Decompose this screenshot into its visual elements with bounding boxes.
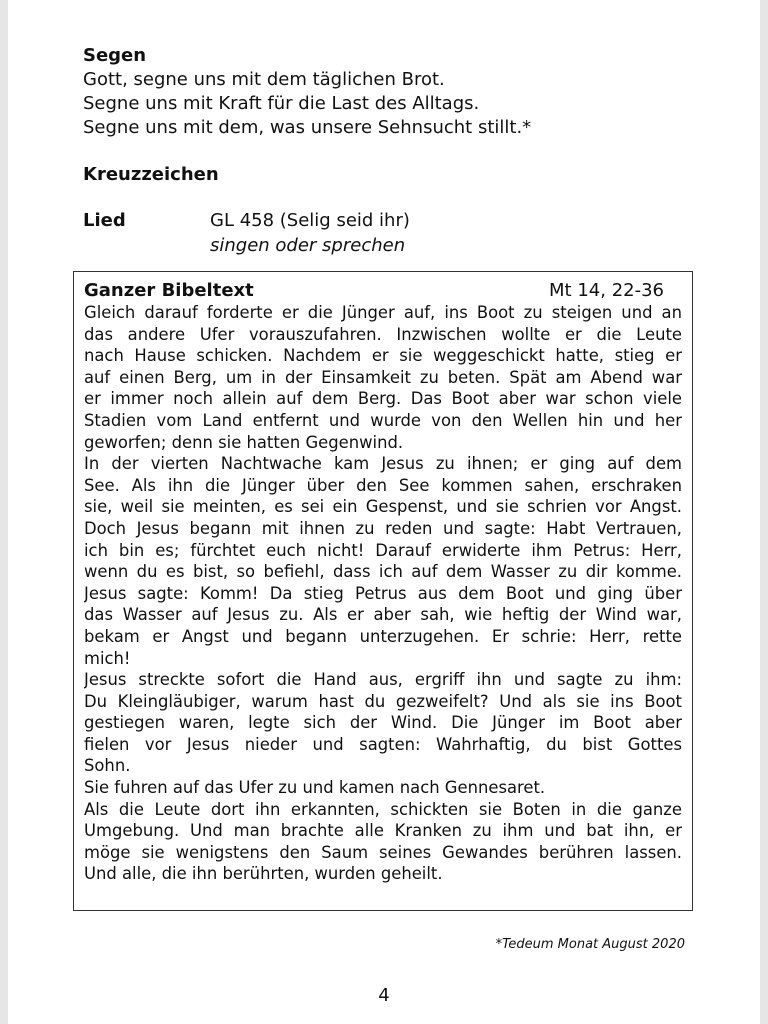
bibeltext-line: das andere Ufer vorauszufahren. Inzwischen wollte er die Leute (84, 324, 682, 344)
segen-section (83, 44, 531, 140)
bibeltext-line: ich bin es; fürchtet euch nicht! Darauf erwiderte ihm Petrus: Herr, (84, 540, 682, 560)
bibeltext-line: Sohn. (84, 756, 131, 776)
footnote: *Tedeum Monat August 2020 (495, 937, 685, 952)
bibeltext-line: Du Kleingläubiger, warum hast du gezweifelt? Und als sie ins Boot (84, 691, 682, 711)
bibeltext-line: mich! (84, 648, 131, 668)
bibeltext-line: Jesus streckte sofort die Hand aus, ergriff ihn und sagte zu ihm: (84, 670, 682, 690)
bibeltext-title: Ganzer Bibeltext (84, 280, 254, 301)
bibeltext-line: Stadien vom Land entfernt und wurde von den Wellen hin und her (84, 410, 682, 430)
bibeltext-line: See. Als ihn die Jünger über den See kommen sahen, erschraken (84, 475, 682, 495)
bibeltext-line: das Wasser auf Jesus zu. Als er aber sah, wie heftig der Wind war, (84, 605, 682, 625)
bibeltext-line: er immer noch allein auf dem Berg. Das Boot aber war schon viele (84, 389, 682, 409)
document-page (8, 0, 760, 1024)
segen-line: Segne uns mit Kraft für die Last des Alltags. (83, 93, 480, 114)
bibeltext-line: wenn du es bist, so befiehl, dass ich auf dem Wasser zu dir komme. (84, 562, 682, 582)
page-number: 4 (378, 985, 390, 1006)
segen-line: Segne uns mit dem, was unsere Sehnsucht stillt.* (83, 117, 532, 138)
bibeltext-line: nach Hause schicken. Nachdem er sie weggeschickt hatte, stieg er (84, 346, 682, 366)
bibeltext-line: In der vierten Nachtwache kam Jesus zu ihnen; er ging auf dem (84, 454, 682, 474)
lied-note: singen oder sprechen (210, 235, 406, 256)
bibeltext-line: Gleich darauf forderte er die Jünger auf, ins Boot zu steigen und an (84, 303, 682, 322)
bibeltext-line: Sie fuhren auf das Ufer zu und kamen nach Gennesaret. (84, 778, 546, 798)
bibeltext-line: Doch Jesus begann mit ihnen zu reden und sagte: Habt Vertrauen, (84, 518, 682, 538)
segen-line: Gott, segne uns mit dem täglichen Brot. (83, 69, 445, 90)
bibeltext-line: Und alle, die ihn berührten, wurden geheilt. (84, 864, 443, 884)
bibeltext-header (84, 280, 682, 302)
bibeltext-line: Als die Leute dort ihn erkannten, schickten sie Boten in die ganze (84, 799, 682, 819)
bibeltext-line: bekam er Angst und begann unterzugehen. Er schrie: Herr, rette (84, 626, 682, 646)
segen-heading: Segen (83, 45, 147, 66)
bibeltext-line: möge sie wenigstens den Saum seines Gewandes berühren lassen. (84, 842, 682, 862)
lied-label: Lied (83, 210, 126, 231)
bibeltext-line: Umgebung. Und man brachte alle Kranken zu ihm und bat ihn, er (84, 821, 682, 841)
bibeltext-line: sie, weil sie meinten, es sei ein Gespenst, und sie schrien vor Angst. (84, 497, 682, 517)
bibeltext-line: gestiegen waren, legte sich der Wind. Die Jünger im Boot aber (84, 713, 682, 733)
lied-title: GL 458 (Selig seid ihr) (210, 210, 410, 231)
bibeltext-box (73, 271, 693, 911)
kreuzzeichen-heading: Kreuzzeichen (83, 164, 219, 185)
bibeltext-line: geworfen; denn sie hatten Gegenwind. (84, 432, 404, 452)
bibeltext-line: fielen vor Jesus nieder und sagten: Wahrhaftig, du bist Gottes (84, 734, 682, 754)
bibeltext-line: auf einen Berg, um in der Einsamkeit zu beten. Spät am Abend war (84, 367, 682, 387)
bibeltext-reference: Mt 14, 22-36 (549, 280, 664, 301)
bibeltext-line: Jesus sagte: Komm! Da stieg Petrus aus dem Boot und ging über (84, 583, 682, 603)
